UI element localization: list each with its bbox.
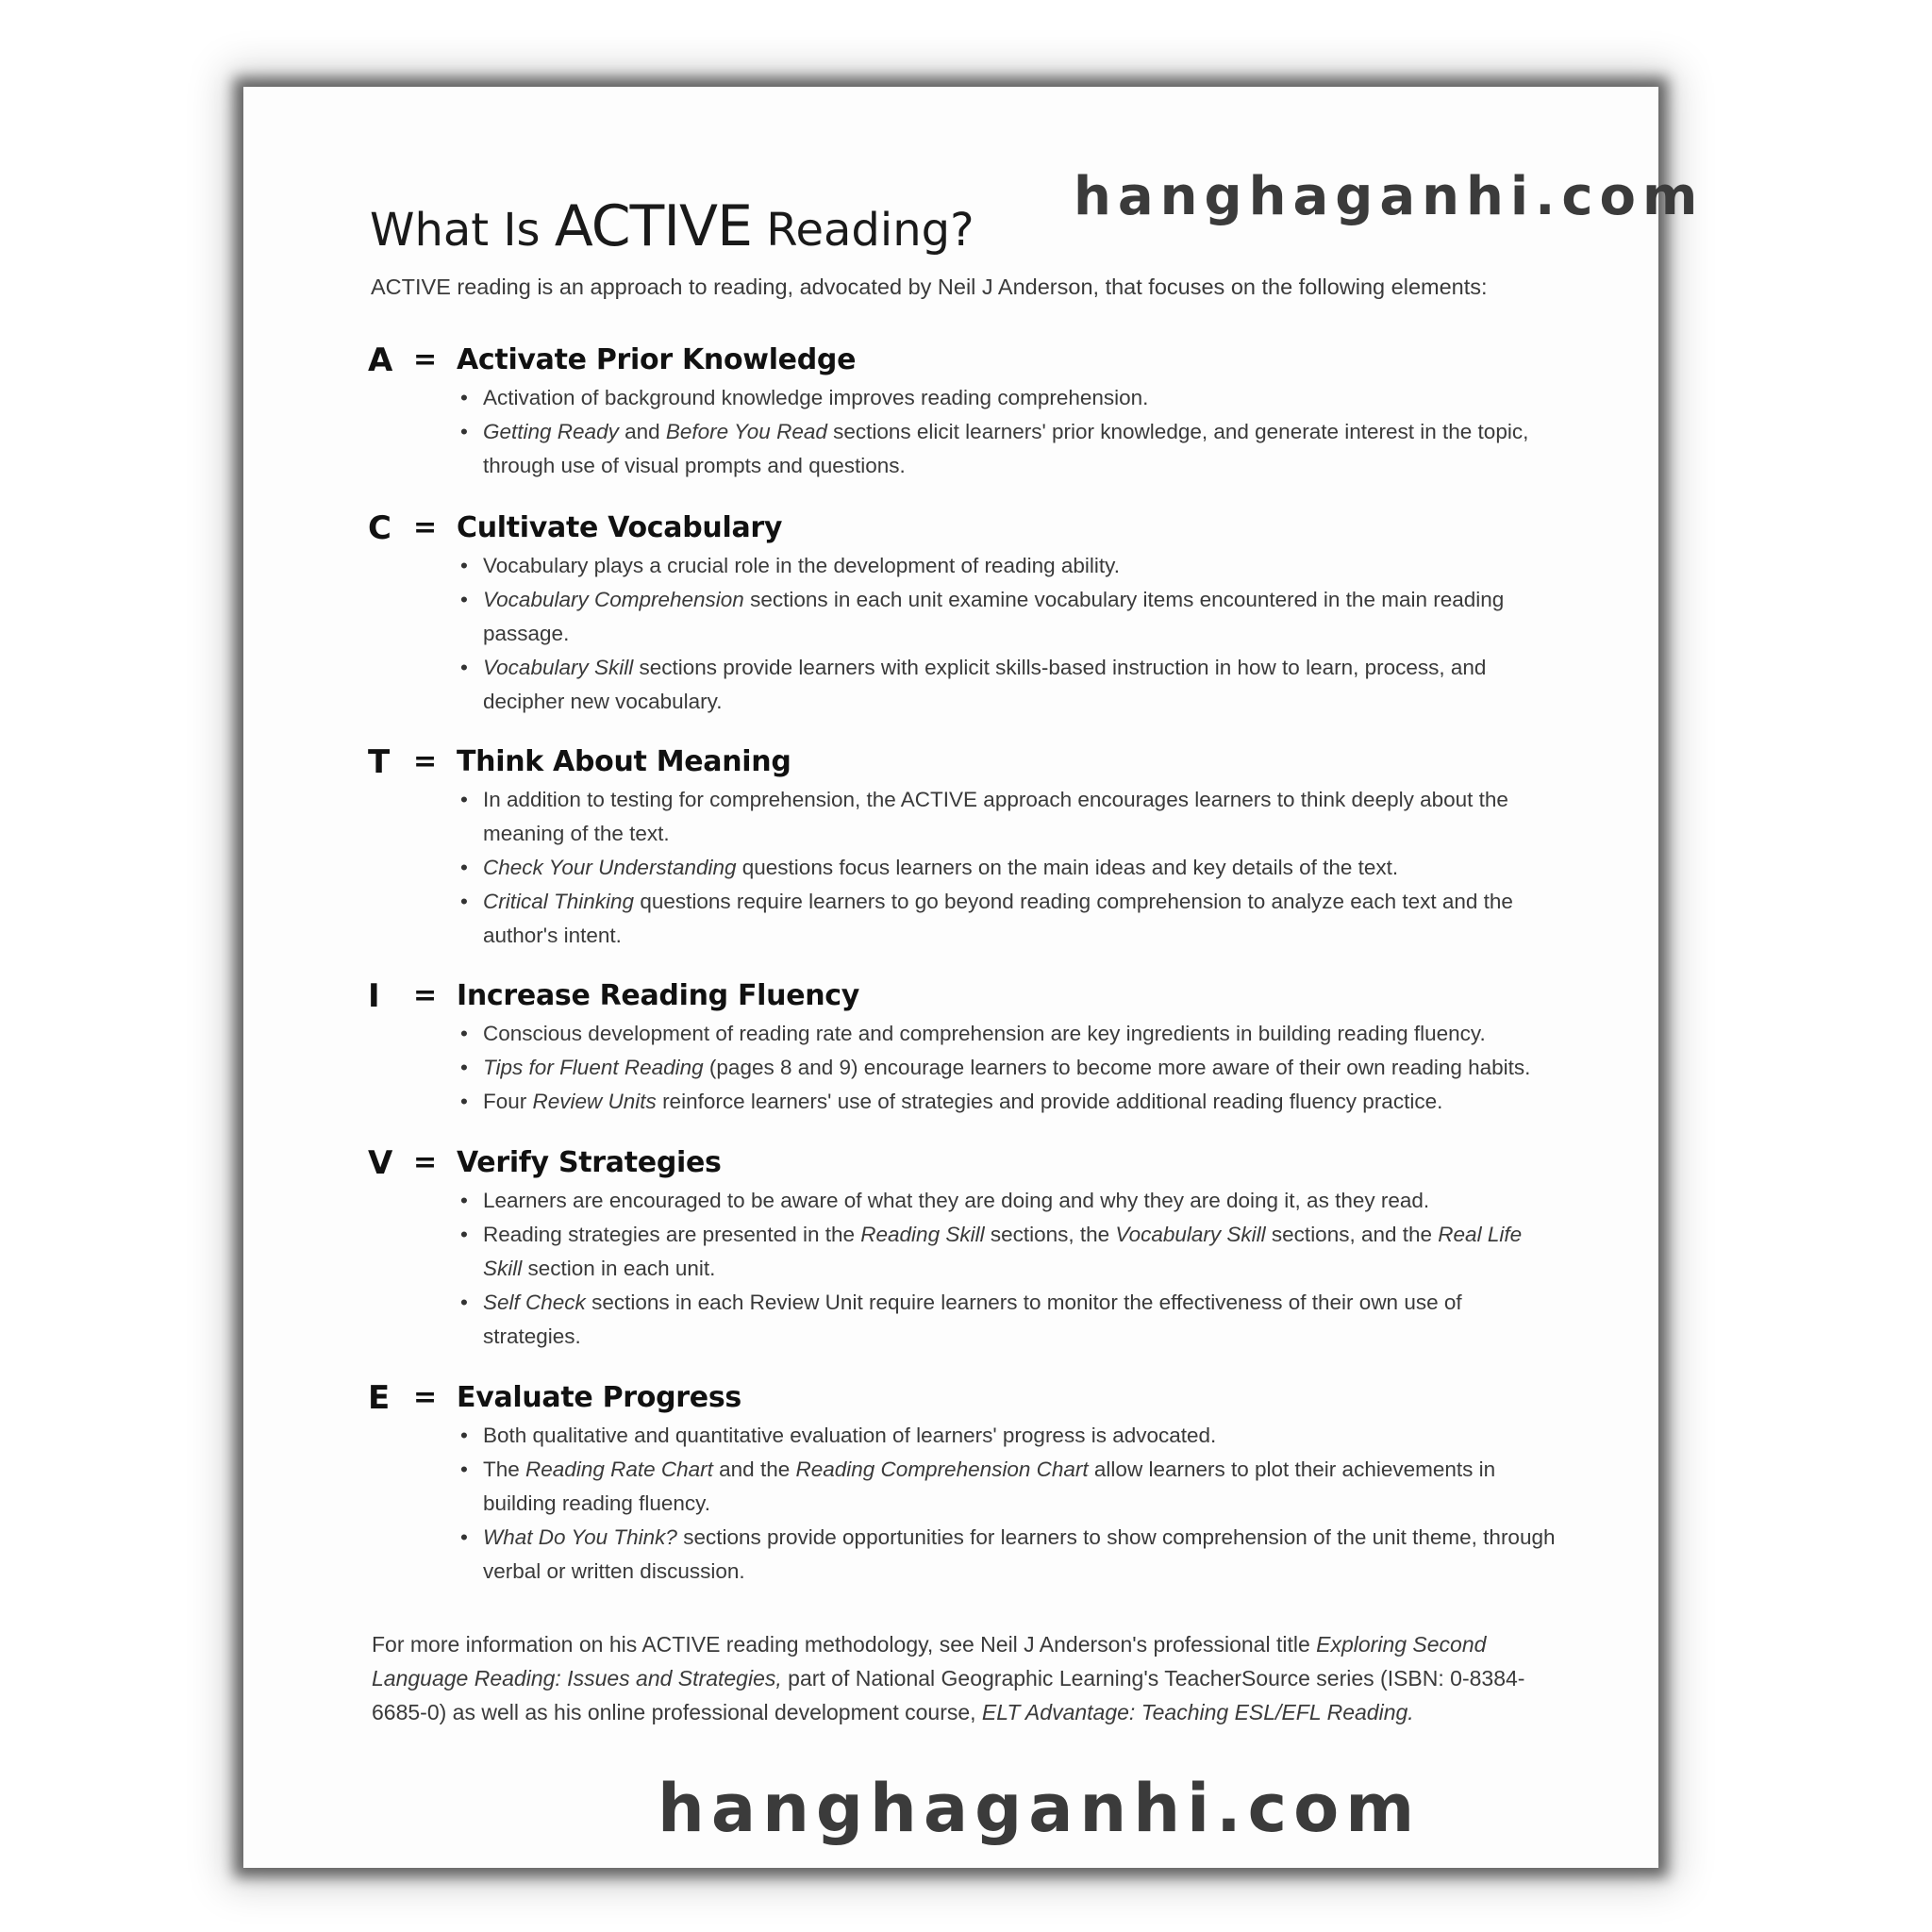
bullet-item xyxy=(457,1521,1560,1589)
equals-sign: = xyxy=(413,1381,438,1414)
italic-title-text: Tips for Fluent Reading xyxy=(483,1056,704,1079)
body-text: reinforce learners' use of strategies and provide additional reading fluency practice. xyxy=(656,1090,1443,1113)
body-text: allow learners to plot their achievements in building reading fluency. xyxy=(483,1457,1496,1515)
body-text: In addition to testing for comprehension, the ACTIVE approach encourages learners to think deeply about the meaning of the text. xyxy=(483,788,1508,845)
body-text: Four xyxy=(483,1090,533,1113)
body-text: Conscious development of reading rate and comprehension are key ingredients in building reading fluency. xyxy=(483,1022,1486,1045)
italic-title-text: Review Units xyxy=(532,1090,657,1113)
italic-title-text: Reading Skill xyxy=(860,1223,985,1246)
bullet-item xyxy=(457,885,1560,953)
body-text: sections in each unit examine vocabulary items encountered in the main reading passage. xyxy=(483,588,1505,645)
italic-title-text: Vocabulary Comprehension xyxy=(483,588,744,611)
bullet-item xyxy=(457,1419,1560,1453)
equals-sign: = xyxy=(413,343,438,376)
italic-title-text: Reading Comprehension Chart xyxy=(795,1457,1089,1481)
body-text: sections provide learners with explicit skills-based instruction in how to learn, process, and decipher new vocabulary. xyxy=(483,656,1487,713)
bullet-list xyxy=(457,549,1560,719)
body-text: Reading strategies are presented in the xyxy=(483,1223,861,1246)
body-text: For more information on his ACTIVE reading methodology, see Neil J Anderson's professional title xyxy=(372,1632,1317,1657)
bullet-item xyxy=(457,1286,1560,1354)
bullet-item xyxy=(457,651,1560,719)
section-heading: Cultivate Vocabulary xyxy=(457,511,783,544)
watermark-top: hanghaganhi.com xyxy=(1074,166,1705,227)
section-heading: Activate Prior Knowledge xyxy=(457,343,857,376)
title-emphasis: ACTIVE xyxy=(554,193,752,259)
section-heading: Verify Strategies xyxy=(457,1146,722,1179)
body-text: sections in each Review Unit require learners to monitor the effectiveness of their own use of strategies. xyxy=(483,1291,1462,1348)
equals-sign: = xyxy=(413,1146,438,1179)
bullet-list xyxy=(457,1184,1560,1354)
bullet-item xyxy=(457,1017,1560,1051)
italic-title-text: Getting Ready xyxy=(483,420,619,443)
body-text: Both qualitative and quantitative evaluation of learners' progress is advocated. xyxy=(483,1424,1217,1447)
italic-title-text: Exploring Second Language Reading: Issues and Strategies, xyxy=(372,1632,1487,1690)
italic-title-text: Vocabulary Skill xyxy=(483,656,634,679)
bullet-list xyxy=(457,783,1560,953)
bullet-item xyxy=(457,851,1560,885)
bullet-item xyxy=(457,415,1560,483)
bullet-item xyxy=(457,1218,1560,1286)
italic-title-text: Real Life Skill xyxy=(483,1223,1523,1280)
body-text: Activation of background knowledge improves reading comprehension. xyxy=(483,386,1149,409)
title-suffix: Reading? xyxy=(751,204,974,257)
section-letter: E xyxy=(368,1379,391,1417)
bullet-list xyxy=(457,381,1560,483)
body-text: (pages 8 and 9) encourage learners to become more aware of their own reading habits. xyxy=(703,1056,1531,1079)
equals-sign: = xyxy=(413,511,438,544)
body-text: questions focus learners on the main ideas and key details of the text. xyxy=(736,856,1399,879)
body-text: Vocabulary plays a crucial role in the development of reading ability. xyxy=(483,554,1120,577)
section-letter: V xyxy=(368,1144,393,1182)
italic-title-text: What Do You Think? xyxy=(483,1525,677,1549)
bullet-list xyxy=(457,1017,1560,1119)
bullet-item xyxy=(457,583,1560,651)
italic-title-text: Self Check xyxy=(483,1291,586,1314)
body-text: The xyxy=(483,1457,526,1481)
section-letter: T xyxy=(368,743,391,781)
italic-title-text: ELT Advantage: Teaching ESL/EFL Reading. xyxy=(981,1700,1414,1724)
body-text: and xyxy=(618,420,666,443)
body-text: Learners are encouraged to be aware of what they are doing and why they are doing it, as they read. xyxy=(483,1189,1430,1212)
section-letter: A xyxy=(368,341,393,379)
bullet-item xyxy=(457,1184,1560,1218)
body-text: and the xyxy=(712,1457,796,1481)
italic-title-text: Check Your Understanding xyxy=(483,856,737,879)
section-letter: C xyxy=(368,509,391,547)
section-heading: Increase Reading Fluency xyxy=(457,979,860,1012)
bullet-item xyxy=(457,381,1560,415)
section-heading: Evaluate Progress xyxy=(457,1381,741,1414)
footer-paragraph xyxy=(372,1627,1560,1729)
body-text: part of National Geographic Learning's TeacherSource series (ISBN: 0-8384-6685-0) as well as his online professional development course, xyxy=(372,1666,1525,1724)
equals-sign: = xyxy=(413,745,438,778)
bullet-item xyxy=(457,1453,1560,1521)
italic-title-text: Reading Rate Chart xyxy=(525,1457,713,1481)
bullet-item xyxy=(457,1051,1560,1085)
bullet-item xyxy=(457,549,1560,583)
body-text: sections elicit learners' prior knowledge, and generate interest in the topic, through use of visual prompts and questions. xyxy=(483,420,1529,477)
body-text: sections provide opportunities for learners to show comprehension of the unit theme, through verbal or written discussion. xyxy=(483,1525,1556,1583)
document-page xyxy=(243,87,1658,1868)
body-text: questions require learners to go beyond reading comprehension to analyze each text and the author's intent. xyxy=(483,890,1513,947)
bullet-item xyxy=(457,783,1560,851)
section-heading: Think About Meaning xyxy=(457,745,791,778)
title-prefix: What Is xyxy=(370,204,555,257)
page-title xyxy=(370,193,974,259)
bullet-item xyxy=(457,1085,1560,1119)
section-letter: I xyxy=(368,977,380,1015)
italic-title-text: Critical Thinking xyxy=(483,890,635,913)
body-text: sections, the xyxy=(984,1223,1116,1246)
watermark-bottom: hanghaganhi.com xyxy=(658,1770,1422,1847)
intro-text: ACTIVE reading is an approach to reading, advocated by Neil J Anderson, that focuses on the following elements: xyxy=(371,275,1488,299)
bullet-list xyxy=(457,1419,1560,1589)
italic-title-text: Vocabulary Skill xyxy=(1115,1223,1266,1246)
italic-title-text: Before You Read xyxy=(665,420,827,443)
body-text: sections, and the xyxy=(1265,1223,1439,1246)
equals-sign: = xyxy=(413,979,438,1012)
body-text: section in each unit. xyxy=(522,1257,716,1280)
